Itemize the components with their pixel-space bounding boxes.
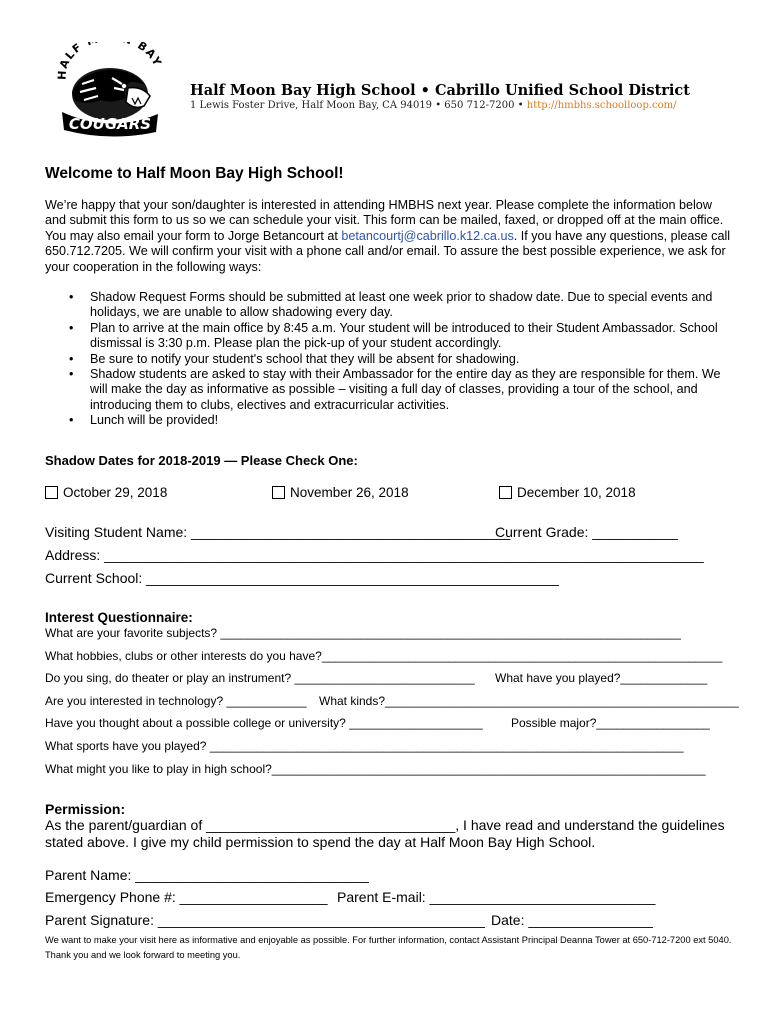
college-field[interactable]: Have you thought about a possible college or university? ____________________ (45, 716, 483, 730)
date-option-label: December 10, 2018 (517, 485, 636, 500)
date-option-dec-10[interactable] (499, 485, 636, 500)
address-field[interactable]: Address: _____________________________________________________________________________ (45, 547, 704, 563)
checkbox[interactable] (45, 486, 58, 499)
intro-text-2: . If you have any questions, please call 650.712.7205. We will confirm your visit with a phone call and/or email. To assure the best possible experience, we ask for your cooperation in the following ways: (45, 228, 731, 274)
cougar-logo-icon (52, 42, 164, 138)
guideline-item: • Plan to arrive at the main office by 8:45 a.m. Your student will be introduced to their Student Ambassador. School dismissal is 3:30 p.m. Please plan the pick-up of your student accordingly. (90, 321, 735, 352)
shadow-dates-heading: Shadow Dates for 2018-2019 — Please Check One: (45, 453, 358, 468)
current-school-field[interactable]: Current School: _____________________________________________________ (45, 570, 559, 586)
music-theater-field[interactable]: Do you sing, do theater or play an instrument? ___________________________ (45, 671, 475, 685)
student-name-field[interactable]: Visiting Student Name: _________________________________________ (45, 524, 511, 540)
current-grade-field[interactable]: Current Grade: ___________ (495, 524, 678, 540)
date-option-oct-29[interactable] (45, 485, 167, 500)
date-option-nov-26[interactable] (272, 485, 409, 500)
parent-email-field[interactable]: Parent E-mail: _____________________________ (337, 889, 656, 905)
school-address (190, 100, 677, 111)
permission-statement: As the parent/guardian of ________________________________, I have read and understand the guidelines stated above. I give my child permission to spend the day at Half Moon Bay High School. (45, 817, 725, 850)
school-website-link[interactable]: http://hmbhs.schoolloop.com/ (526, 100, 677, 111)
guideline-item: • Shadow students are asked to stay with their Ambassador for the entire day as they are responsible for them. We will make the day as informative as possible – visiting a full day of classes, providing a tour of the school, and introducing them to clubs, electives and extracurricular activities. (90, 367, 735, 413)
footer-note: We want to make your visit here as informative and enjoyable as possible. For further information, contact Assistant Principal Deanna Tower at 650-712-7200 ext 5040. Thank you and we look forward to meeting you. (45, 935, 732, 960)
intro-paragraph (45, 198, 735, 275)
sports-played-field[interactable]: What sports have you played? _______________________________________________________________________ (45, 739, 684, 753)
contact-email-link[interactable]: betancourtj@cabrillo.k12.ca.us (341, 228, 514, 243)
intro-text-1: We’re happy that your son/daughter is interested in attending HMBHS next year. Please complete the information below and submit this form to us so we can schedule your visit. This form can be mailed, faxed, or dropped off at the main office. You may also email your form to Jorge Betancourt at (45, 198, 724, 243)
date-option-label: November 26, 2018 (290, 485, 409, 500)
date-option-label: October 29, 2018 (63, 485, 168, 500)
parent-name-field[interactable]: Parent Name: ______________________________ (45, 867, 369, 883)
emergency-phone-field[interactable]: Emergency Phone #: ___________________ (45, 889, 328, 905)
future-sports-field[interactable]: What might you like to play in high school?_________________________________________________________________ (45, 762, 706, 776)
checkbox[interactable] (272, 486, 285, 499)
permission-heading: Permission: (45, 801, 126, 817)
logo-bottom-text: COUGARS (68, 115, 152, 133)
questionnaire-heading: Interest Questionnaire: (45, 610, 193, 625)
parent-signature-field[interactable]: Parent Signature: __________________________________________ (45, 912, 485, 928)
logo-top-text: HALF BAY (55, 42, 164, 81)
played-field[interactable]: What have you played?_____________ (495, 671, 708, 685)
guideline-item: • Be sure to notify your student's school that they will be absent for shadowing. (90, 352, 735, 367)
school-title: Half Moon Bay High School • Cabrillo Unified School District (190, 82, 690, 99)
guideline-item: • Lunch will be provided! (90, 413, 735, 428)
major-field[interactable]: Possible major?_________________ (511, 716, 710, 730)
welcome-heading: Welcome to Half Moon Bay High School! (45, 165, 344, 182)
guidelines-list (45, 290, 735, 429)
school-address-text: 1 Lewis Foster Drive, Half Moon Bay, CA 94019 • 650 712-7200 • (190, 100, 527, 111)
technology-field[interactable]: Are you interested in technology? ____________ (45, 694, 307, 708)
guideline-item: • Shadow Request Forms should be submitted at least one week prior to shadow date. Due to special events and holidays, we are unable to allow shadowing every day. (90, 290, 735, 321)
signature-date-field[interactable]: Date: ________________ (491, 912, 653, 928)
hobbies-field[interactable]: What hobbies, clubs or other interests do you have?____________________________________________________________ (45, 649, 723, 663)
tech-kinds-field[interactable]: What kinds?_____________________________________________________ (319, 694, 739, 708)
checkbox[interactable] (499, 486, 512, 499)
favorite-subjects-field[interactable]: What are your favorite subjects? _____________________________________________________________________ (45, 626, 681, 640)
